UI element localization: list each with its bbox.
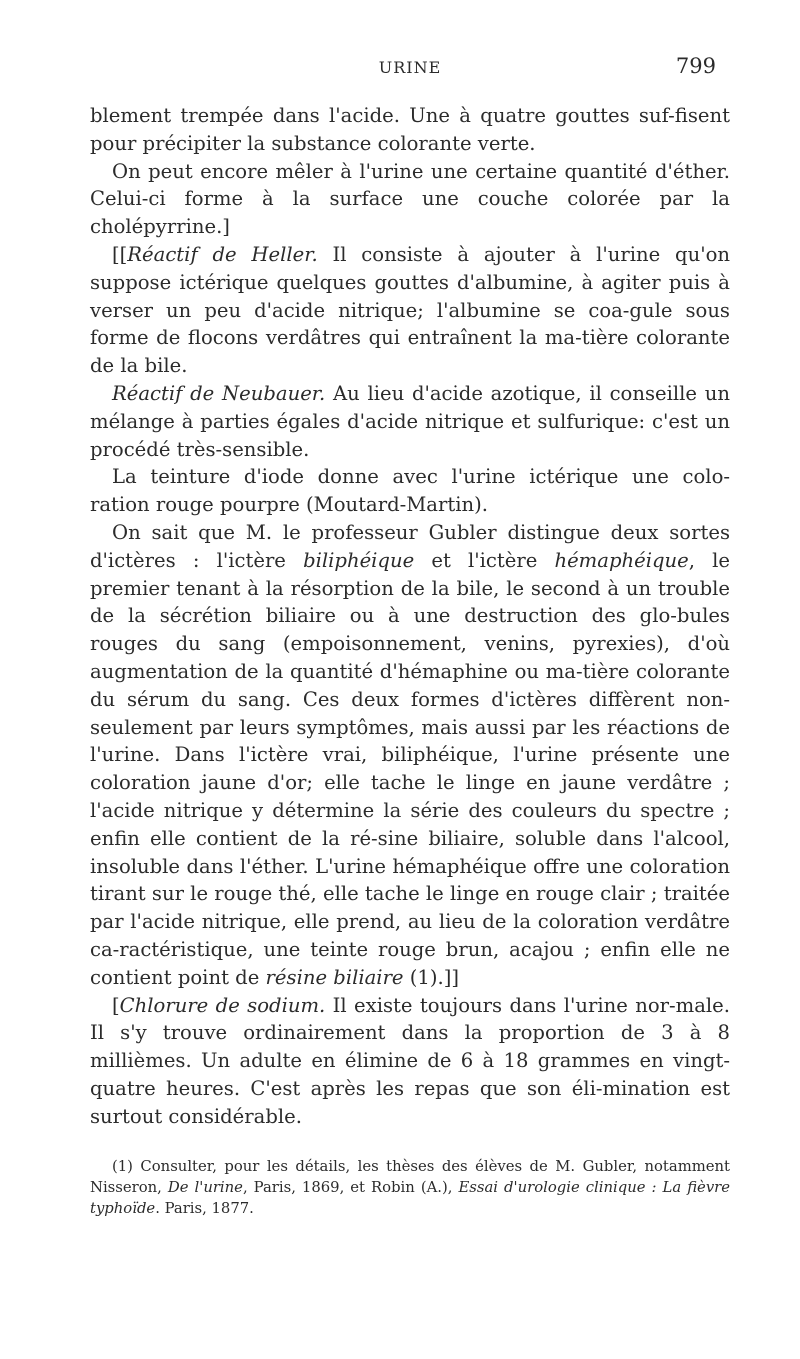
paragraph-text: Il existe toujours dans l'urine nor-male. Il s'y trouve ordinairement dans la proportion de 3 à 8 millièmes. Un adulte en élimine de 6 à 18 grammes en vingt-quatre heures. C'est après les repas que son éli-mination est surtout considérable. <box>90 993 730 1128</box>
footnotes <box>90 1156 730 1219</box>
paragraph-chlorure <box>90 992 730 1131</box>
term-biliphéique: biliphéique <box>303 548 415 572</box>
paragraph-text: On sait que M. le professeur Gubler distingue deux sortes d'ictères : l'ictère <box>90 520 730 572</box>
section-title-chlorure: Chlorure de sodium. <box>119 993 326 1017</box>
footnote-text: . Paris, 1877. <box>155 1200 254 1218</box>
footnote-text: , Paris, 1869, et Robin (A.), <box>242 1179 459 1197</box>
paragraph-text: et l'ictère <box>414 548 555 572</box>
page-number: 799 <box>675 54 716 78</box>
footnote-text: (1) Consulter, pour les détails, les thèses des élèves de M. Gubler, notamment Nisseron, <box>90 1158 730 1197</box>
running-title: URINE <box>378 58 442 77</box>
paragraph-neubauer <box>90 380 730 463</box>
document-page <box>90 52 730 1219</box>
paragraph-text: (1).]] <box>403 965 460 989</box>
term-resine-biliaire: résine biliaire <box>265 965 404 989</box>
paragraph-text: Il consiste à ajouter à l'urine qu'on suppose ictérique quelques gouttes d'albumine, à agiter puis à verser un peu d'acide nitrique; l'albumine se coa-gule sous forme de flocons verdâtres qui entraînent la ma-tière colorante de la bile. <box>90 242 730 378</box>
paragraph-heller <box>90 241 730 380</box>
term-hemapheique: hémaphéique <box>554 548 689 572</box>
footnote-title-essai: Essai d'urologie clinique : La fièvre typhoïde <box>90 1179 731 1218</box>
paragraph-text: Au lieu d'acide azotique, il conseille un mélange à parties égales d'acide nitrique et sulfurique: c'est un procédé très-sensible. <box>90 381 730 461</box>
paragraph-text: , le premier tenant à la résorption de la bile, le second à un trouble de la sécrétion biliaire ou à une destruction des glo-bules rouges du sang (empoisonnement, venins, pyrexies), d'où augmentation de la quantité d'hémaphine ou ma-tière colorante du sérum du sang. Ces deux formes d'ictères diffèrent non-seulement par leurs symptômes, mais aussi par les réactions de l'urine. Dans l'ictère vrai, biliphéique, l'urine présente une coloration jaune d'or; elle tache le linge en jaune verdâtre ; l'acide nitrique y détermine la série des couleurs du spectre ; enfin elle contient de la ré-sine biliaire, soluble dans l'alcool, insoluble dans l'éther. L'urine hémaphéique offre une coloration tirant sur le rouge thé, elle tache le linge en rouge clair ; traitée par l'acide nitrique, elle prend, au lieu de la coloration verdâtre ca-ractéristique, une teinte rouge brun, acajou ; enfin elle ne contient point de <box>90 548 730 989</box>
reagent-title-heller: Réactif de Heller. <box>127 242 318 266</box>
bracket-open: [[ <box>112 242 128 266</box>
footnote-title-urine: De l'urine <box>167 1179 243 1197</box>
reagent-title-neubauer: Réactif de Neubauer. <box>112 381 326 405</box>
body-text <box>90 102 730 1130</box>
paragraph-gubler <box>90 519 730 992</box>
bracket-open: [ <box>112 993 120 1017</box>
running-head <box>90 52 730 88</box>
paragraph-iodine: La teinture d'iode donne avec l'urine ictérique une colo-ration rouge pourpre (Moutard-Martin). <box>90 465 730 517</box>
paragraph-continuation: blement trempée dans l'acide. Une à quatre gouttes suf-fisent pour précipiter la substance colorante verte. <box>90 104 730 155</box>
footnote-1 <box>90 1156 730 1219</box>
paragraph-ether: On peut encore mêler à l'urine une certaine quantité d'éther. Celui-ci forme à la surface une couche colorée par la cholépyrrine.] <box>90 159 730 239</box>
